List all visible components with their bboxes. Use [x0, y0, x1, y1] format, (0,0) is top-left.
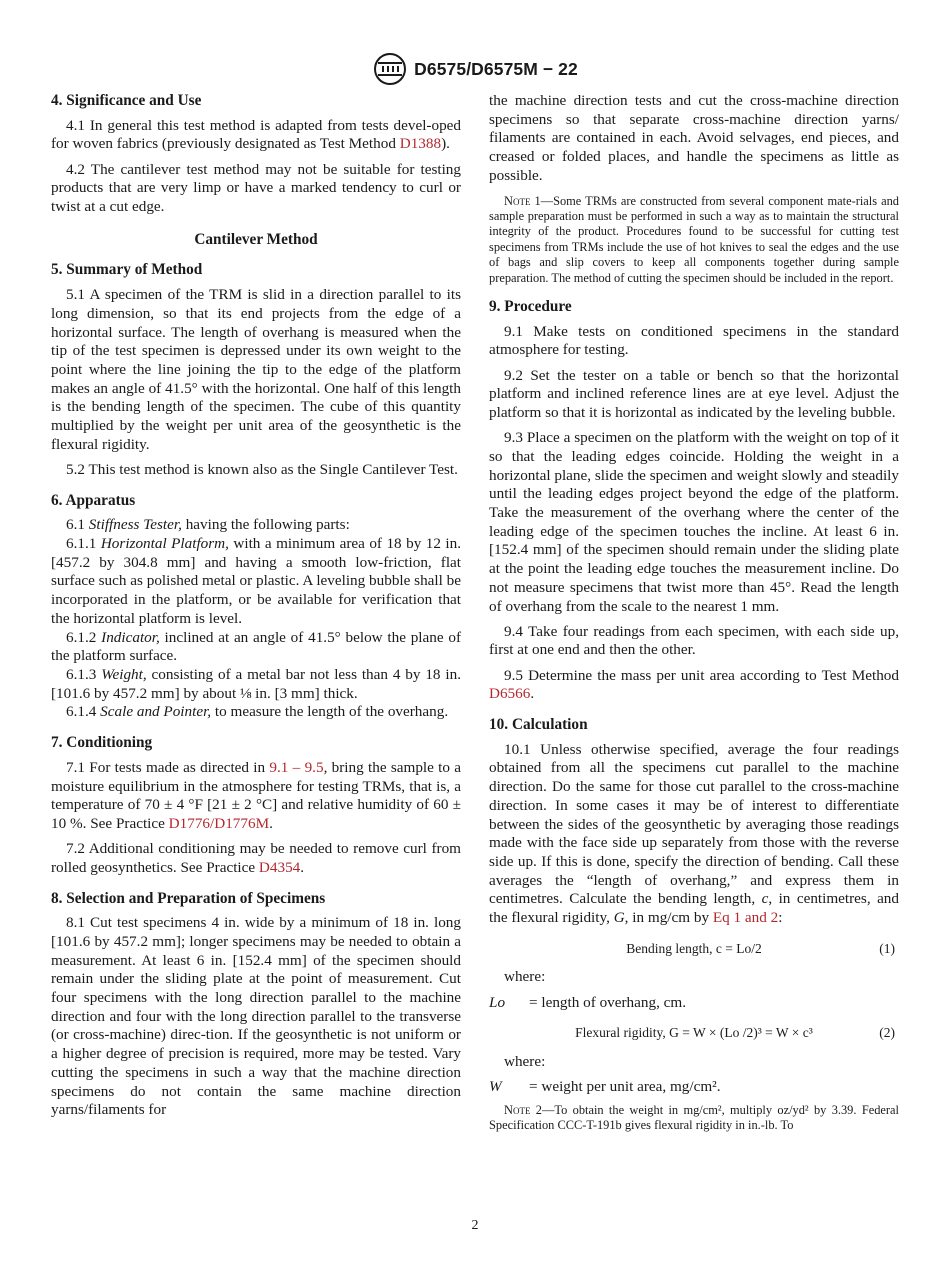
- paragraph-9-4: 9.4 Take four readings from each specimen, with each side up, first at one end and then the other.: [489, 622, 899, 659]
- paragraph-5-2: 5.2 This test method is known also as the Single Cantilever Test.: [66, 460, 458, 478]
- paragraph-4-1: 4.1 In general this test method is adapted from tests devel-oped for woven fabrics (previously designated as Test Method D1388).: [51, 116, 461, 153]
- section-6-title: 6. Apparatus: [51, 491, 136, 509]
- paragraph-6-1-2: 6.1.2 Indicator, inclined at an angle of 41.5° below the plane of the platform surface.: [51, 628, 462, 665]
- equation-1: Bending length, c = Lo/2 (1): [489, 940, 899, 959]
- definition-w: W = weight per unit area, mg/cm².: [489, 1078, 721, 1096]
- equation-2: Flexural rigidity, G = W × (Lo /2)³ = W × c³ (2): [489, 1024, 899, 1043]
- note-1: Note 1—Some TRMs are constructed from several component mate-rials and sample preparation must be performed in such a way as to maintain the structural integrity of the product. Procedures found to be successful for cutting test specimens from TRMs include the use of hot knives to seal the edges and the use of bags and slip covers to keep all components together during sample preparation. The method of cutting the specimen should be included in the report.: [489, 193, 899, 285]
- paragraph-5-1: 5.1 A specimen of the TRM is slid in a direction parallel to its long dimension, so that its end projects from the edge of a horizontal surface. The length of overhang is measured when the tip of the test specimen is depressed under its own weight to the point where the line joining the tip to the edge of the platform makes an angle of 41.5° with the horizontal. One half of this length is the bending length of the specimen. The cube of this quantity multiplied by the weight per unit area of the geosynthetic is the flexural rigidity.: [51, 286, 461, 453]
- d1388-link[interactable]: D1388: [399, 135, 442, 153]
- where-label-1: where:: [504, 968, 546, 986]
- d4354-link[interactable]: D4354: [258, 858, 301, 876]
- paragraph-9-2: 9.2 Set the tester on a table or bench so that the horizontal platform and inclined reference lines are at eye level. Adjust the platform so that it is horizontal as indicated by the leveling bubble.: [489, 366, 899, 421]
- eq-1-and-2-link[interactable]: Eq 1 and 2: [712, 909, 779, 927]
- paragraph-9-5: 9.5 Determine the mass per unit area according to Test Method D6566.: [489, 666, 899, 703]
- where-label-2: where:: [504, 1053, 546, 1071]
- paragraph-8-1: 8.1 Cut test specimens 4 in. wide by a minimum of 18 in. long [101.6 by 457.2 mm]; longer specimens may be needed to obtain a measurement. At least 6 in. [152.4 mm] of the specimen should remain under the sliding plate at the point of measurement. Cut four specimens with the long direction parallel to the machine direction and four with the long direction parallel to the transverse (or cross-machine) direc-tion. If the geosynthetic is not uniform or a higher degree of precision is required, more may be tested. Vary cutting the specimens in such a way that the machine direction specimens do not contain the same machine direction yarns/filaments for: [51, 914, 461, 1119]
- equation-1-number: (1): [879, 940, 895, 956]
- page-header: [0, 52, 950, 86]
- equation-2-number: (2): [879, 1025, 895, 1041]
- paragraph-10-1: 10.1 Unless otherwise specified, average the four readings obtained from all the specimens cut parallel to the machine direction. Do the same for those cut parallel to the cross-machine direction. In some cases it may be of interest to differentiate between the sides of the geosynthetic by averaging those readings made with the face side up separately from those with the reverse side up. If this is done, specify the direction of bending. Call these averages the “length of overhang,” and express them in centimetres. Calculate the bending length, c, in centimetres, and the flexural rigidity, G, in mg/cm by Eq 1 and 2:: [489, 740, 899, 927]
- paragraph-8-1-continued: the machine direction tests and cut the cross-machine direction specimens so that separate cross-machine direction yarns/ filaments are contained in each. Avoid selvages, end pieces, and creased or folded places, and handle the specimens as little as possible.: [489, 92, 899, 184]
- paragraph-9-3: 9.3 Place a specimen on the platform with the weight on top of it so that the leading edges coincide. Holding the weight in a horizontal plane, slide the specimen and weight slowly and steadily until the leading edges project beyond the edge of the platform. Take the measurement of the overhang where the center of the leading edge of the specimen touches the incline. At least 6 in. [152.4 mm] of the specimen should remain under the sliding plate at the point the leading edge touches the measurement incline. Do not measure specimens that twist more than 45°. Read the length of overhang from the scale to the nearest 1 mm.: [489, 429, 899, 615]
- section-4-title: 4. Significance and Use: [51, 92, 202, 109]
- section-9-1-9-5-link[interactable]: 9.1 – 9.5: [269, 758, 324, 776]
- section-8-title: 8. Selection and Preparation of Specimens: [51, 889, 326, 907]
- d1776-link[interactable]: D1776/D1776M: [168, 814, 270, 832]
- document-id: D6575/D6575M − 22: [414, 58, 578, 79]
- section-9-title: 9. Procedure: [489, 297, 572, 315]
- note-2: Note 2—To obtain the weight in mg/cm², multiply oz/yd² by 3.39. Federal Specification CCC-T-191b gives flexural rigidity in in.-lb. To: [489, 1102, 899, 1133]
- definition-lo: Lo = length of overhang, cm.: [489, 993, 687, 1011]
- cantilever-method-title: Cantilever Method: [194, 230, 318, 248]
- page-number: 2: [471, 1218, 479, 1233]
- paragraph-6-1-4: 6.1.4 Scale and Pointer, to measure the length of the overhang.: [66, 703, 449, 721]
- paragraph-7-1: 7.1 For tests made as directed in 9.1 – 9.5, bring the sample to a moisture equilibrium in the atmosphere for testing TRMs, that is, a temperature of 70 ± 4 °F [21 ± 2 °C] and relative humidity of 60 ± 10 %. See Practice D1776/D1776M.: [51, 758, 462, 832]
- paragraph-6-1-3: 6.1.3 Weight, consisting of a metal bar not less than 4 by 18 in. [101.6 by 457.2 mm] by about ⅛ in. [3 mm] thick.: [51, 665, 461, 702]
- d6566-link[interactable]: D6566: [489, 685, 531, 703]
- section-10-title: 10. Calculation: [489, 716, 588, 734]
- section-5-title: 5. Summary of Method: [51, 261, 203, 279]
- astm-logo-icon: [372, 52, 408, 86]
- left-column: [51, 92, 461, 1120]
- paragraph-7-2: 7.2 Additional conditioning may be needed to remove curl from rolled geosynthetics. See Practice D4354.: [51, 840, 461, 876]
- paragraph-6-1-1: 6.1.1 Horizontal Platform, with a minimum area of 18 by 12 in. [457.2 by 304.8 mm] and having a smooth low-friction, flat surface such as polished metal or plastic. A leveling bubble shall be incorporated in the platform, or be available for verification that the horizontal platform is level.: [51, 535, 462, 627]
- paragraph-9-1: 9.1 Make tests on conditioned specimens in the standard atmosphere for testing.: [489, 322, 899, 359]
- section-7-title: 7. Conditioning: [51, 734, 153, 752]
- paragraph-4-2: 4.2 The cantilever test method may not be suitable for testing products that are very limp or have a marked tendency to curl or twist at a cut edge.: [51, 160, 461, 216]
- right-column: [489, 92, 899, 1146]
- paragraph-6-1: 6.1 Stiffness Tester, having the following parts:: [66, 516, 350, 534]
